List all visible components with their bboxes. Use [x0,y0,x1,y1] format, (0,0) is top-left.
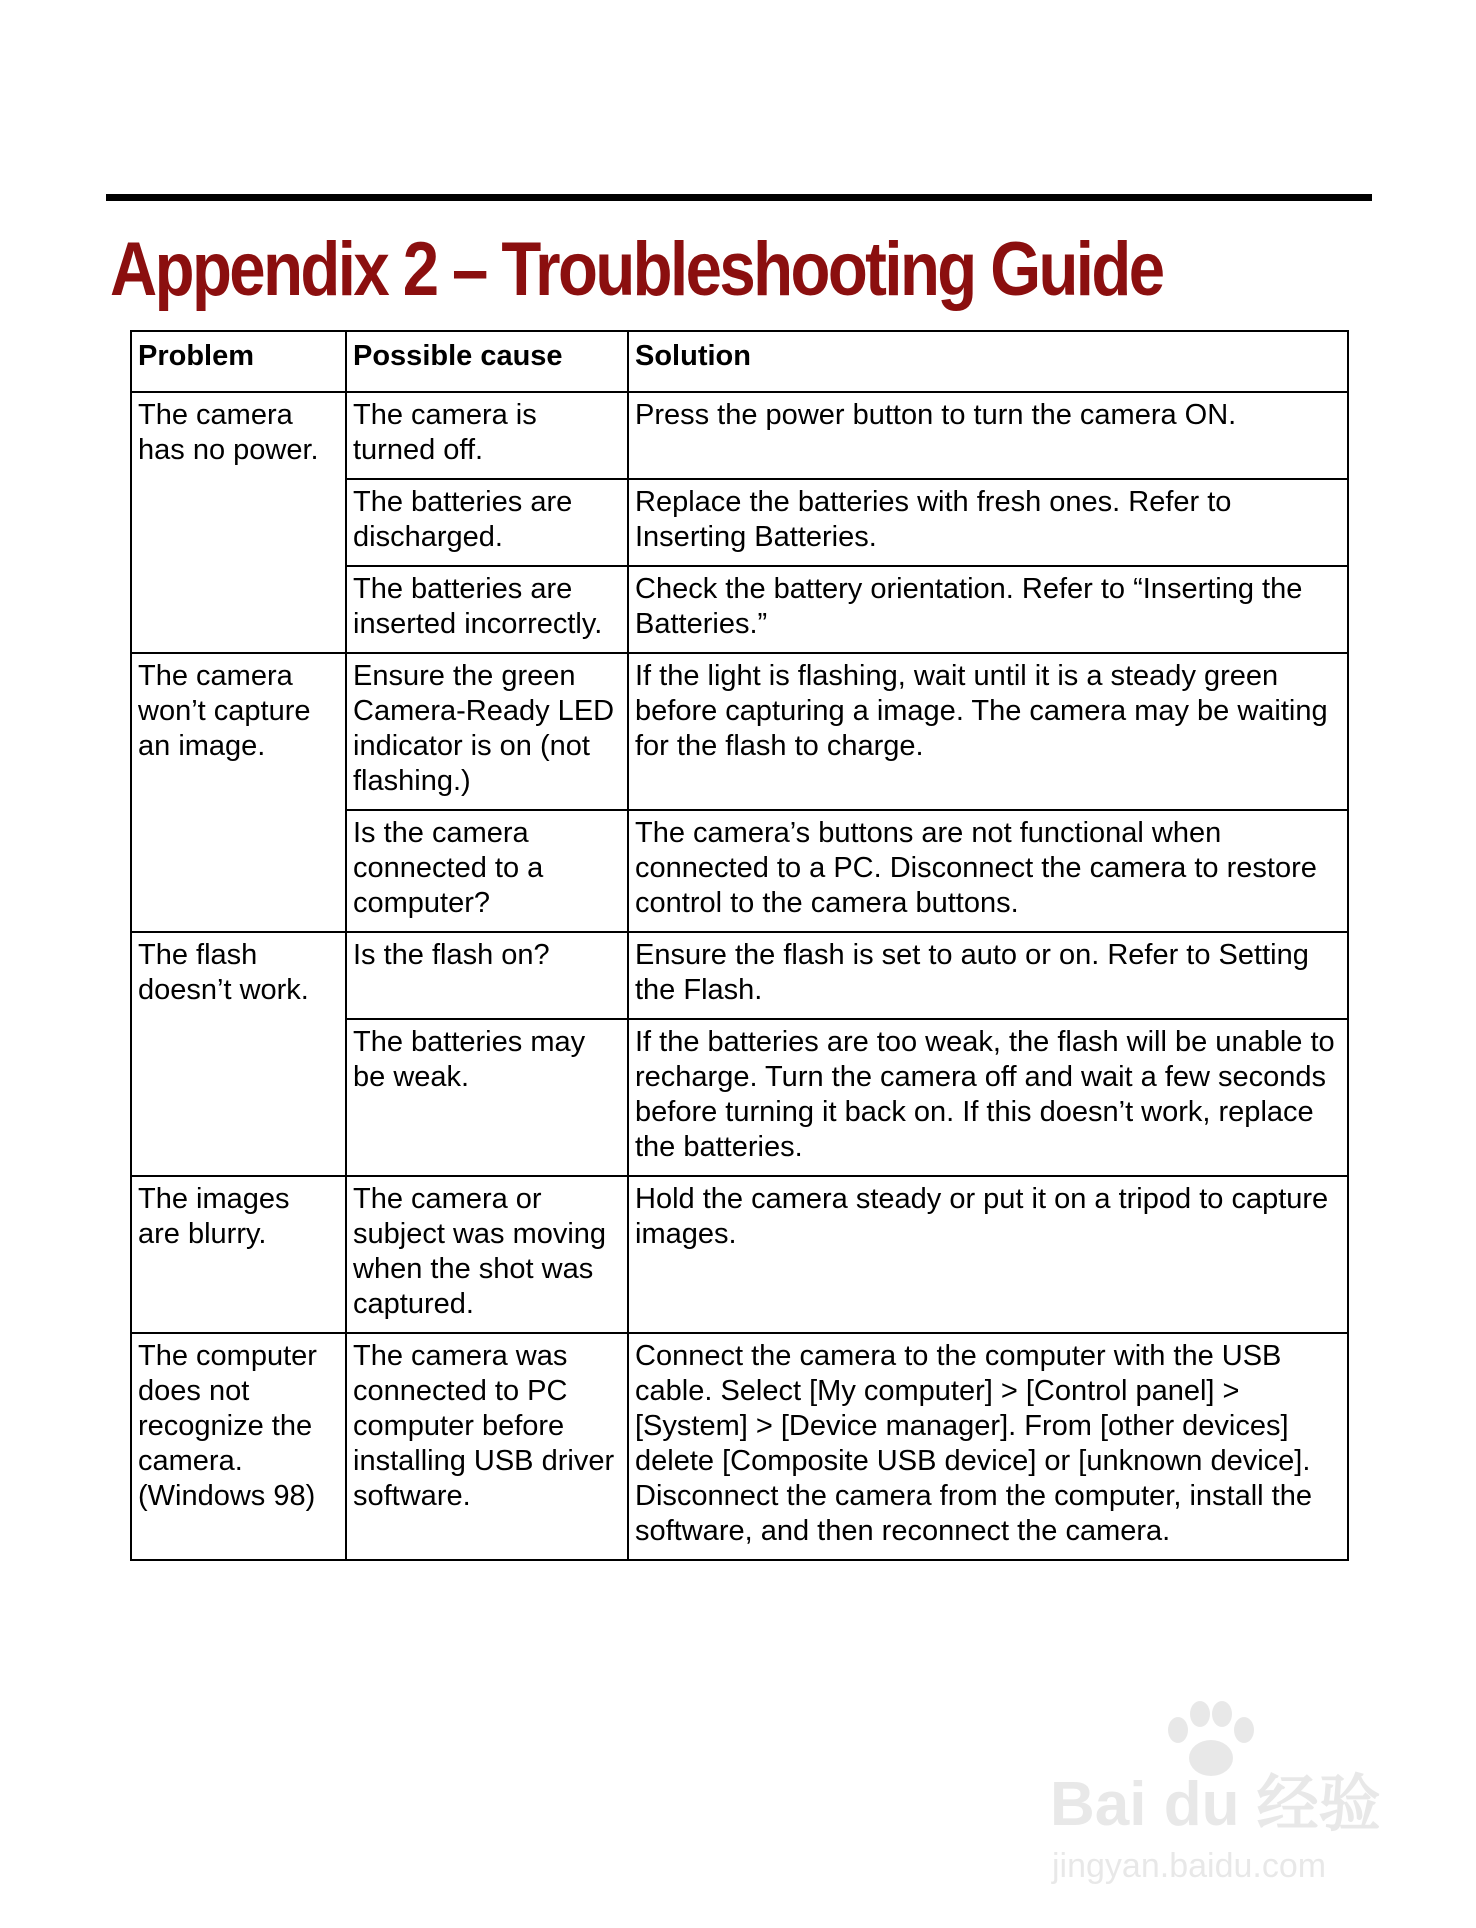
header-possible-cause: Possible cause [346,331,628,392]
page-title: Appendix 2 – Troubleshooting Guide [110,227,1163,312]
table-row [131,1176,1348,1333]
watermark-brand: Bai du 经验 [1050,1770,1381,1839]
header-problem: Problem [131,331,346,392]
cause-cell: The batteries are discharged. [346,479,628,566]
table-row [131,1333,1348,1560]
solution-cell: Hold the camera steady or put it on a tripod to capture images. [628,1176,1348,1333]
cause-cell: Is the flash on? [346,932,628,1019]
solution-cell: Press the power button to turn the camera ON. [628,392,1348,479]
problem-cell: The camera has no power. [131,392,346,653]
cause-cell: Is the camera connected to a computer? [346,810,628,932]
cause-cell: The batteries are inserted incorrectly. [346,566,628,653]
solution-cell: If the batteries are too weak, the flash will be unable to recharge. Turn the camera off and wait a few seconds before turning it back on. If this doesn’t work, replace the batteries. [628,1019,1348,1176]
solution-cell: If the light is flashing, wait until it is a steady green before capturing a image. The camera may be waiting for the flash to charge. [628,653,1348,810]
solution-cell: The camera’s buttons are not functional when connected to a PC. Disconnect the camera to restore control to the camera buttons. [628,810,1348,932]
solution-cell: Check the battery orientation. Refer to “Inserting the Batteries.” [628,566,1348,653]
top-rule [106,194,1372,201]
cause-cell: Ensure the green Camera-Ready LED indicator is on (not flashing.) [346,653,628,810]
problem-cell: The computer does not recognize the camera. (Windows 98) [131,1333,346,1560]
baidu-watermark [1050,1700,1400,1890]
table-row [131,932,1348,1019]
cause-cell: The camera is turned off. [346,392,628,479]
watermark-url: jingyan.baidu.com [1052,1847,1327,1885]
table-row [131,653,1348,810]
cause-cell: The camera or subject was moving when the shot was captured. [346,1176,628,1333]
cause-cell: The camera was connected to PC computer before installing USB driver software. [346,1333,628,1560]
cause-cell: The batteries may be weak. [346,1019,628,1176]
problem-cell: The camera won’t capture an image. [131,653,346,932]
problem-cell: The images are blurry. [131,1176,346,1333]
problem-cell: The flash doesn’t work. [131,932,346,1176]
header-row [131,331,1348,392]
table-row [131,392,1348,479]
solution-cell: Ensure the flash is set to auto or on. Refer to Setting the Flash. [628,932,1348,1019]
header-solution: Solution [628,331,1348,392]
solution-cell: Replace the batteries with fresh ones. Refer to Inserting Batteries. [628,479,1348,566]
paw-icon [1160,1700,1260,1780]
solution-cell: Connect the camera to the computer with the USB cable. Select [My computer] > [Control panel] > [System] > [Device manager]. From [other devices] delete [Composite USB device] or [unknown device]. Disconnect the camera from the computer, install the software, and then reconnect the camera. [628,1333,1348,1560]
troubleshooting-table [130,330,1349,1561]
